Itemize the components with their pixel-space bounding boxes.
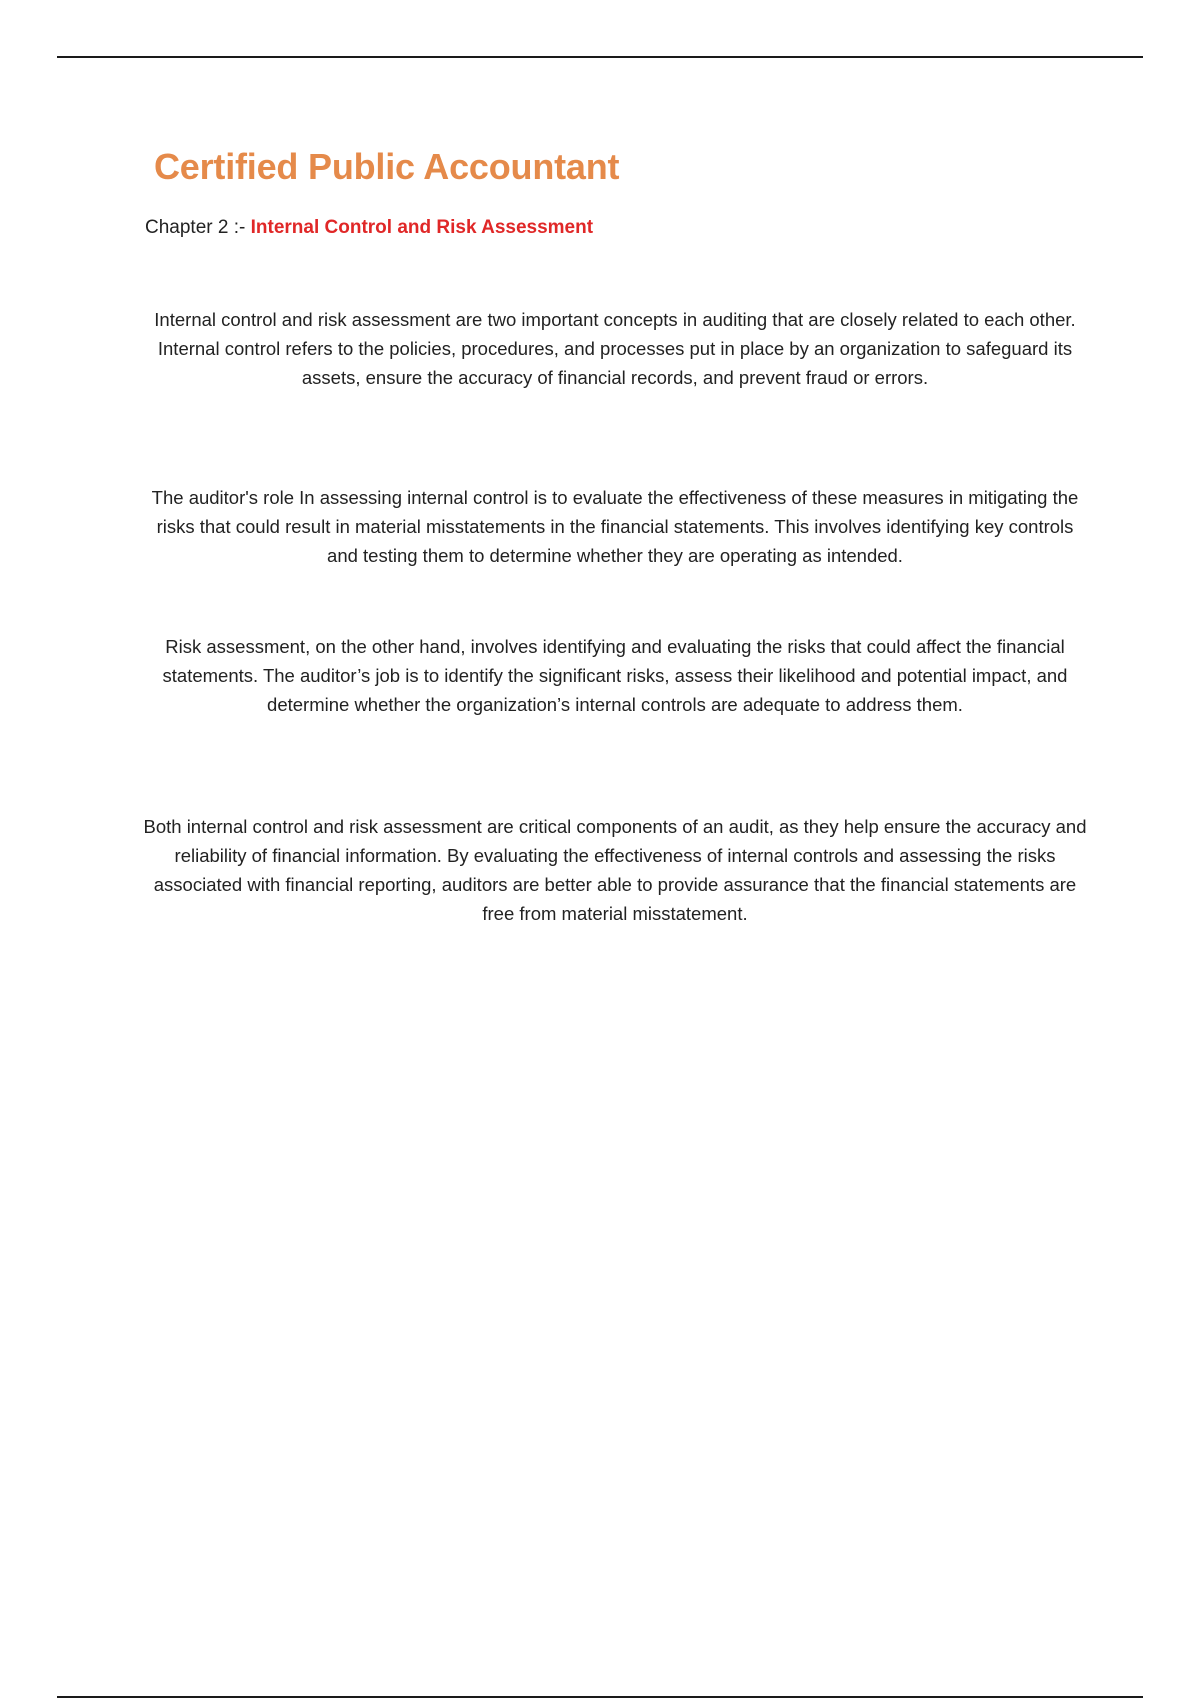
chapter-heading <box>145 217 593 239</box>
chapter-prefix: Chapter 2 :- <box>145 217 251 238</box>
document-title: Certified Public Accountant <box>154 146 620 187</box>
bottom-horizontal-rule <box>57 1696 1143 1698</box>
paragraph: Both internal control and risk assessment are critical components of an audit, as they help ensure the accuracy and reliability of financial information. By evaluating the effectiveness of internal controls and assessing the risks associated with financial reporting, auditors are better able to provide assurance that the financial statements are free from material misstatement. <box>143 816 1087 924</box>
paragraph: Internal control and risk assessment are two important concepts in auditing that are closely related to each other. Internal control refers to the policies, procedures, and processes put in place by an organization to safeguard its assets, ensure the accuracy of financial records, and prevent fraud or errors. <box>154 309 1076 388</box>
paragraph: The auditor's role In assessing internal control is to evaluate the effectiveness of these measures in mitigating the risks that could result in material misstatements in the financial statements. This involves identifying key controls and testing them to determine whether they are operating as intended. <box>151 487 1079 566</box>
top-horizontal-rule <box>57 56 1143 58</box>
paragraph: Risk assessment, on the other hand, involves identifying and evaluating the risks that could affect the financial statements. The auditor’s job is to identify the significant risks, assess their likelihood and potential impact, and determine whether the organization’s internal controls are adequate to address them. <box>162 636 1068 715</box>
chapter-name: Internal Control and Risk Assessment <box>250 217 594 238</box>
